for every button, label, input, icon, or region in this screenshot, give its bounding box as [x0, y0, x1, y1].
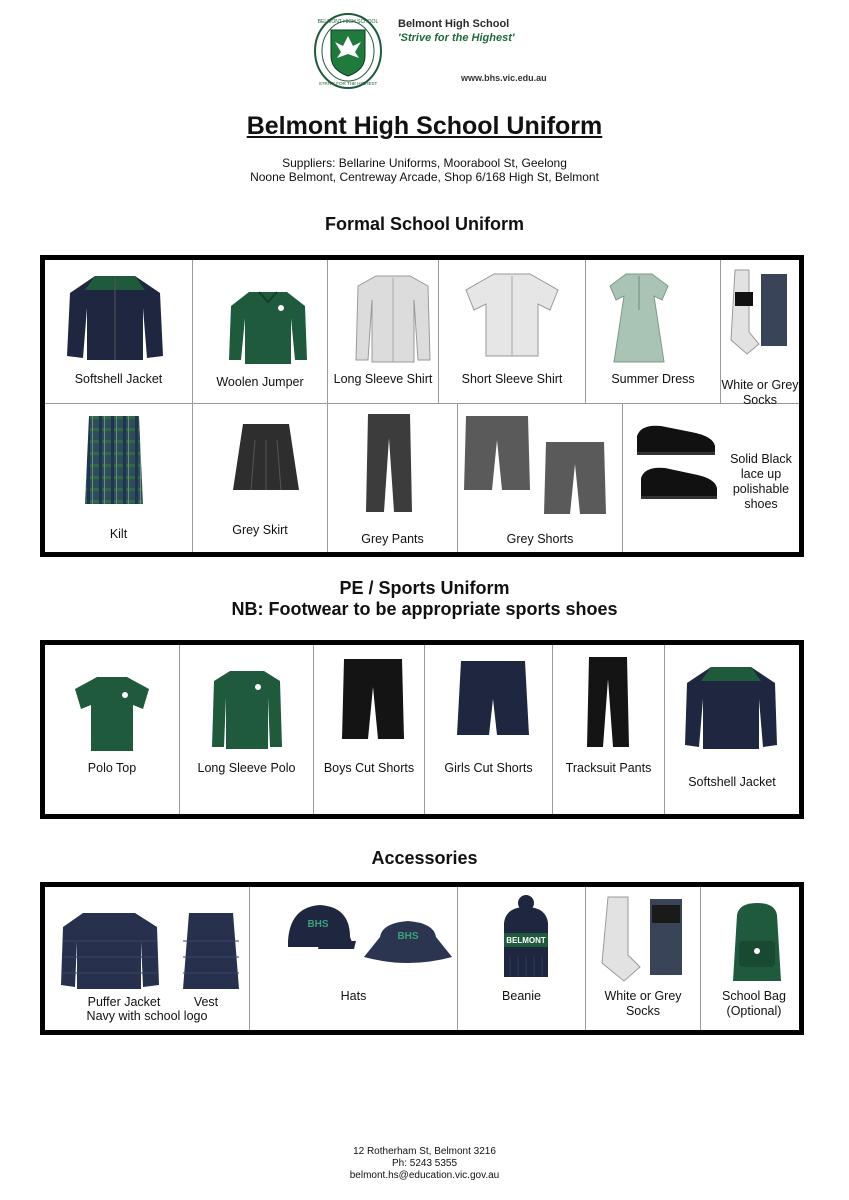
hats-image	[284, 897, 454, 977]
pe-heading: PE / Sports Uniform	[339, 578, 510, 598]
item-polo-top	[45, 645, 179, 814]
girls-shorts-label: Girls Cut Shorts	[444, 761, 533, 775]
kilt-label: Kilt	[109, 527, 128, 541]
boys-shorts-label: Boys Cut Shorts	[323, 761, 415, 775]
page-title: Belmont High School Uniform	[246, 112, 603, 140]
svg-text:BHS: BHS	[397, 931, 419, 942]
suppliers-line-1: Suppliers: Bellarine Uniforms, Moorabool St, Geelong	[282, 156, 567, 170]
grey-shorts-image	[462, 414, 616, 518]
item-school-bag	[701, 887, 799, 1030]
item-long-sleeve-polo	[180, 645, 313, 814]
item-grey-skirt	[193, 404, 327, 552]
school-bag-label: School Bag (Optional)	[722, 989, 786, 1018]
item-softshell-jacket	[45, 260, 192, 403]
item-grey-shorts	[458, 404, 622, 552]
formal-uniform-panel	[40, 255, 804, 557]
puffer-jacket-label: Puffer Jacket	[87, 995, 161, 1009]
item-girls-cut-shorts	[425, 645, 552, 814]
boys-shorts-image	[340, 657, 406, 741]
long-sleeve-shirt-label: Long Sleeve Shirt	[333, 372, 433, 386]
item-pe-softshell-jacket	[665, 645, 799, 814]
summer-dress-image	[606, 270, 672, 366]
grey-pants-label: Grey Pants	[361, 532, 424, 546]
svg-text:BHS: BHS	[307, 919, 329, 930]
kilt-image	[83, 412, 145, 508]
item-accessory-socks	[586, 887, 700, 1030]
beanie-label: Beanie	[502, 989, 541, 1003]
formal-socks-label: White or Grey Socks	[721, 378, 799, 407]
vest-label: Vest	[193, 995, 219, 1009]
long-sleeve-polo-label: Long Sleeve Polo	[197, 761, 296, 775]
beanie-image	[496, 893, 556, 981]
school-motto: 'Strive for the Highest'	[398, 32, 515, 44]
item-tracksuit-pants	[553, 645, 664, 814]
formal-heading: Formal School Uniform	[324, 214, 524, 234]
long-sleeve-polo-image	[210, 667, 284, 751]
summer-dress-label: Summer Dress	[611, 372, 695, 386]
puffer-note: Navy with school logo	[86, 1009, 208, 1023]
item-boys-cut-shorts	[314, 645, 424, 814]
item-woolen-jumper	[193, 260, 327, 403]
short-sleeve-shirt-image	[464, 270, 560, 358]
suppliers-line-2: Noone Belmont, Centreway Arcade, Shop 6/168 High St, Belmont	[250, 170, 599, 184]
item-beanie	[458, 887, 585, 1030]
svg-text:STRIVE FOR THE HIGHEST: STRIVE FOR THE HIGHEST	[318, 81, 378, 86]
footer-address: 12 Rotherham St, Belmont 3216	[353, 1146, 496, 1157]
accessory-socks-label: White or Grey Socks	[604, 989, 682, 1018]
short-sleeve-shirt-label: Short Sleeve Shirt	[461, 372, 563, 386]
grey-skirt-label: Grey Skirt	[232, 523, 288, 537]
item-puffer-and-vest	[45, 887, 249, 1030]
grey-pants-image	[364, 410, 414, 516]
item-black-shoes	[623, 404, 799, 552]
item-long-sleeve-shirt	[328, 260, 438, 403]
pe-uniform-panel	[40, 640, 804, 819]
item-summer-dress	[586, 260, 720, 403]
school-name: Belmont High School	[398, 18, 510, 30]
softshell-jacket-image	[65, 268, 165, 363]
polo-top-image	[73, 673, 151, 753]
puffer-jacket-image	[61, 907, 241, 991]
school-crest-logo	[313, 12, 383, 90]
hats-label: Hats	[340, 989, 367, 1003]
tracksuit-pants-image	[585, 655, 631, 751]
svg-text:BELMONT: BELMONT	[506, 936, 546, 945]
tracksuit-pants-label: Tracksuit Pants	[565, 761, 652, 775]
pe-footwear-note: NB: Footwear to be appropriate sports shoes	[231, 599, 618, 619]
accessories-panel	[40, 882, 804, 1035]
grey-shorts-label: Grey Shorts	[506, 532, 574, 546]
socks-image	[725, 266, 797, 358]
item-hats	[250, 887, 457, 1030]
svg-text:BELMONT HIGH SCHOOL: BELMONT HIGH SCHOOL	[317, 19, 379, 25]
item-grey-pants	[328, 404, 457, 552]
item-kilt	[45, 404, 192, 552]
woolen-jumper-image	[227, 288, 309, 366]
footer-email[interactable]: belmont.hs@education.vic.gov.au	[349, 1170, 500, 1181]
item-formal-socks	[721, 260, 799, 407]
girls-shorts-image	[455, 659, 531, 739]
pe-softshell-jacket-image	[683, 661, 779, 751]
grey-skirt-image	[231, 420, 301, 494]
accessory-socks-image	[594, 893, 692, 983]
item-short-sleeve-shirt	[439, 260, 585, 403]
accessories-heading: Accessories	[371, 848, 478, 868]
polo-top-label: Polo Top	[87, 761, 137, 775]
school-bag-image	[727, 901, 787, 985]
pe-softshell-jacket-label: Softshell Jacket	[688, 775, 776, 789]
long-sleeve-shirt-image	[354, 272, 432, 364]
footer-phone: Ph: 5243 5355	[391, 1158, 458, 1169]
woolen-jumper-label: Woolen Jumper	[216, 375, 304, 389]
black-shoes-label: Solid Black lace up polishable shoes	[730, 452, 792, 511]
softshell-jacket-label: Softshell Jacket	[74, 372, 163, 386]
black-shoes-image	[631, 418, 721, 510]
website-link[interactable]: www.bhs.vic.edu.au	[461, 73, 547, 83]
